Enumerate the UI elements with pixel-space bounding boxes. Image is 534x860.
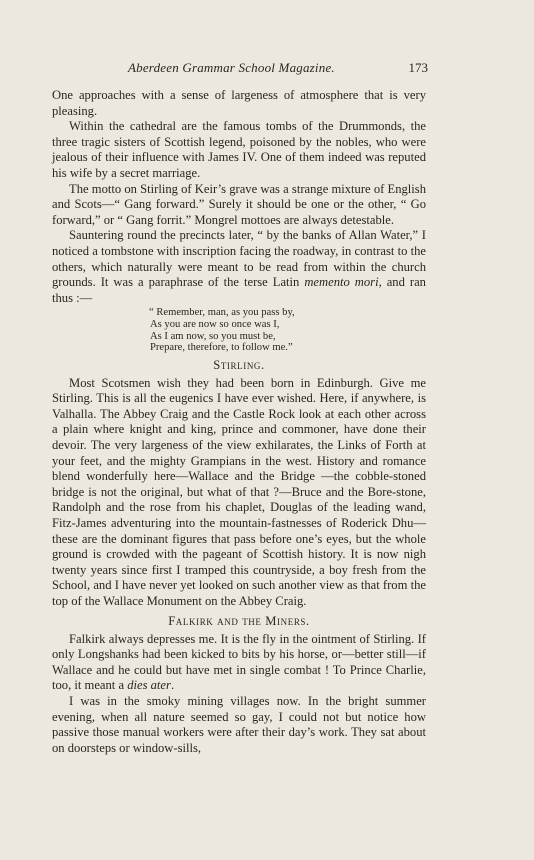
paragraph-text: .	[170, 678, 175, 693]
verse-line: As you are now so once was I,	[150, 318, 280, 330]
verse-line: As I am now, so you must be,	[150, 330, 276, 342]
paragraph: One approaches with a sense of largeness of atmosphere that is very pleasing.	[52, 88, 426, 118]
paragraph-text: Sauntering round the precincts later, “ by the banks of Allan Water,” I noticed a tombstone with inscription facing the roadway, in contrast to the others, which naturally were meant to be read from within the church grounds. It was a paraphrase of the terse Latin	[52, 228, 426, 290]
epitaph-verse	[149, 307, 426, 353]
latin-phrase: memento mori	[304, 275, 379, 290]
section-heading: Stirling.	[213, 357, 265, 372]
paragraph: I was in the smoky mining villages now. In the bright summer evening, when all nature seemed so gay, I could not but notice how passive those manual workers were after their day’s work. They sat about on doorsteps or window-sills,	[52, 693, 426, 755]
paragraph: The motto on Stirling of Keir’s grave was a strange mixture of English and Scots—“ Gang forward.” Surely it should be one or the other, “ Go forward,” or “ Gang forrit.” Mongrel mottoes are always detestable.	[52, 181, 426, 227]
paragraph	[52, 632, 426, 694]
paragraph	[52, 228, 426, 306]
section-heading: Falkirk and the Miners.	[168, 613, 310, 628]
paragraph-text: , and ran thus :—	[52, 275, 426, 305]
verse-line: “ Remember, man, as you pass by,	[149, 307, 295, 319]
paragraph: Within the cathedral are the famous tombs of the Drummonds, the three tragic sisters of Scottish legend, poisoned by the nobles, who were jealous of their influence with James IV. One of them indeed was reputed his wife by a secret marriage.	[52, 119, 426, 180]
page-body	[52, 88, 426, 756]
paragraph: Most Scotsmen wish they had been born in Edinburgh. Give me Stirling. This is all the eugenics I have ever wished. Here, if anywhere, is Valhalla. The Abbey Craig and the Castle Rock look at each other across a plain where knight and king, prince and commoner, have done their devoir. The very largeness of the view exhilarates, the Links of Forth at your feet, and the mighty Grampians in the west. History and romance blend wonderfully here—Wallace and the Bridge —the cobble-stoned bridge is not the original, but what of that ?—Bruce and the Bore-stone, Randolph and the rose from his chaplet, Douglas of the leading wand, Fitz-James adventuring into the mountain-fastnesses of Roderick Dhu— these are the dominant figures that pass before one’s eyes, but the whole ground is crowded with the pageant of Scottish history. It is now nigh twenty years since first I tramped this countryside, a boy fresh from the School, and I have never yet looked on such another view as that from the top of the Wallace Monument on the Abbey Craig.	[52, 375, 426, 608]
running-title: Aberdeen Grammar School Magazine.	[128, 60, 335, 75]
latin-phrase: dies ater	[127, 678, 171, 693]
page-header	[52, 60, 428, 78]
paragraph-text: Falkirk always depresses me. It is the fly in the ointment of Stirling. If only Longshanks had been kicked to bits by his horse, or—better still—if Wallace and he could but have met in single combat ! To Prince Charlie, too, it meant a	[52, 631, 426, 693]
page-number: 173	[408, 60, 428, 75]
verse-line: Prepare, therefore, to follow me.”	[150, 342, 293, 354]
